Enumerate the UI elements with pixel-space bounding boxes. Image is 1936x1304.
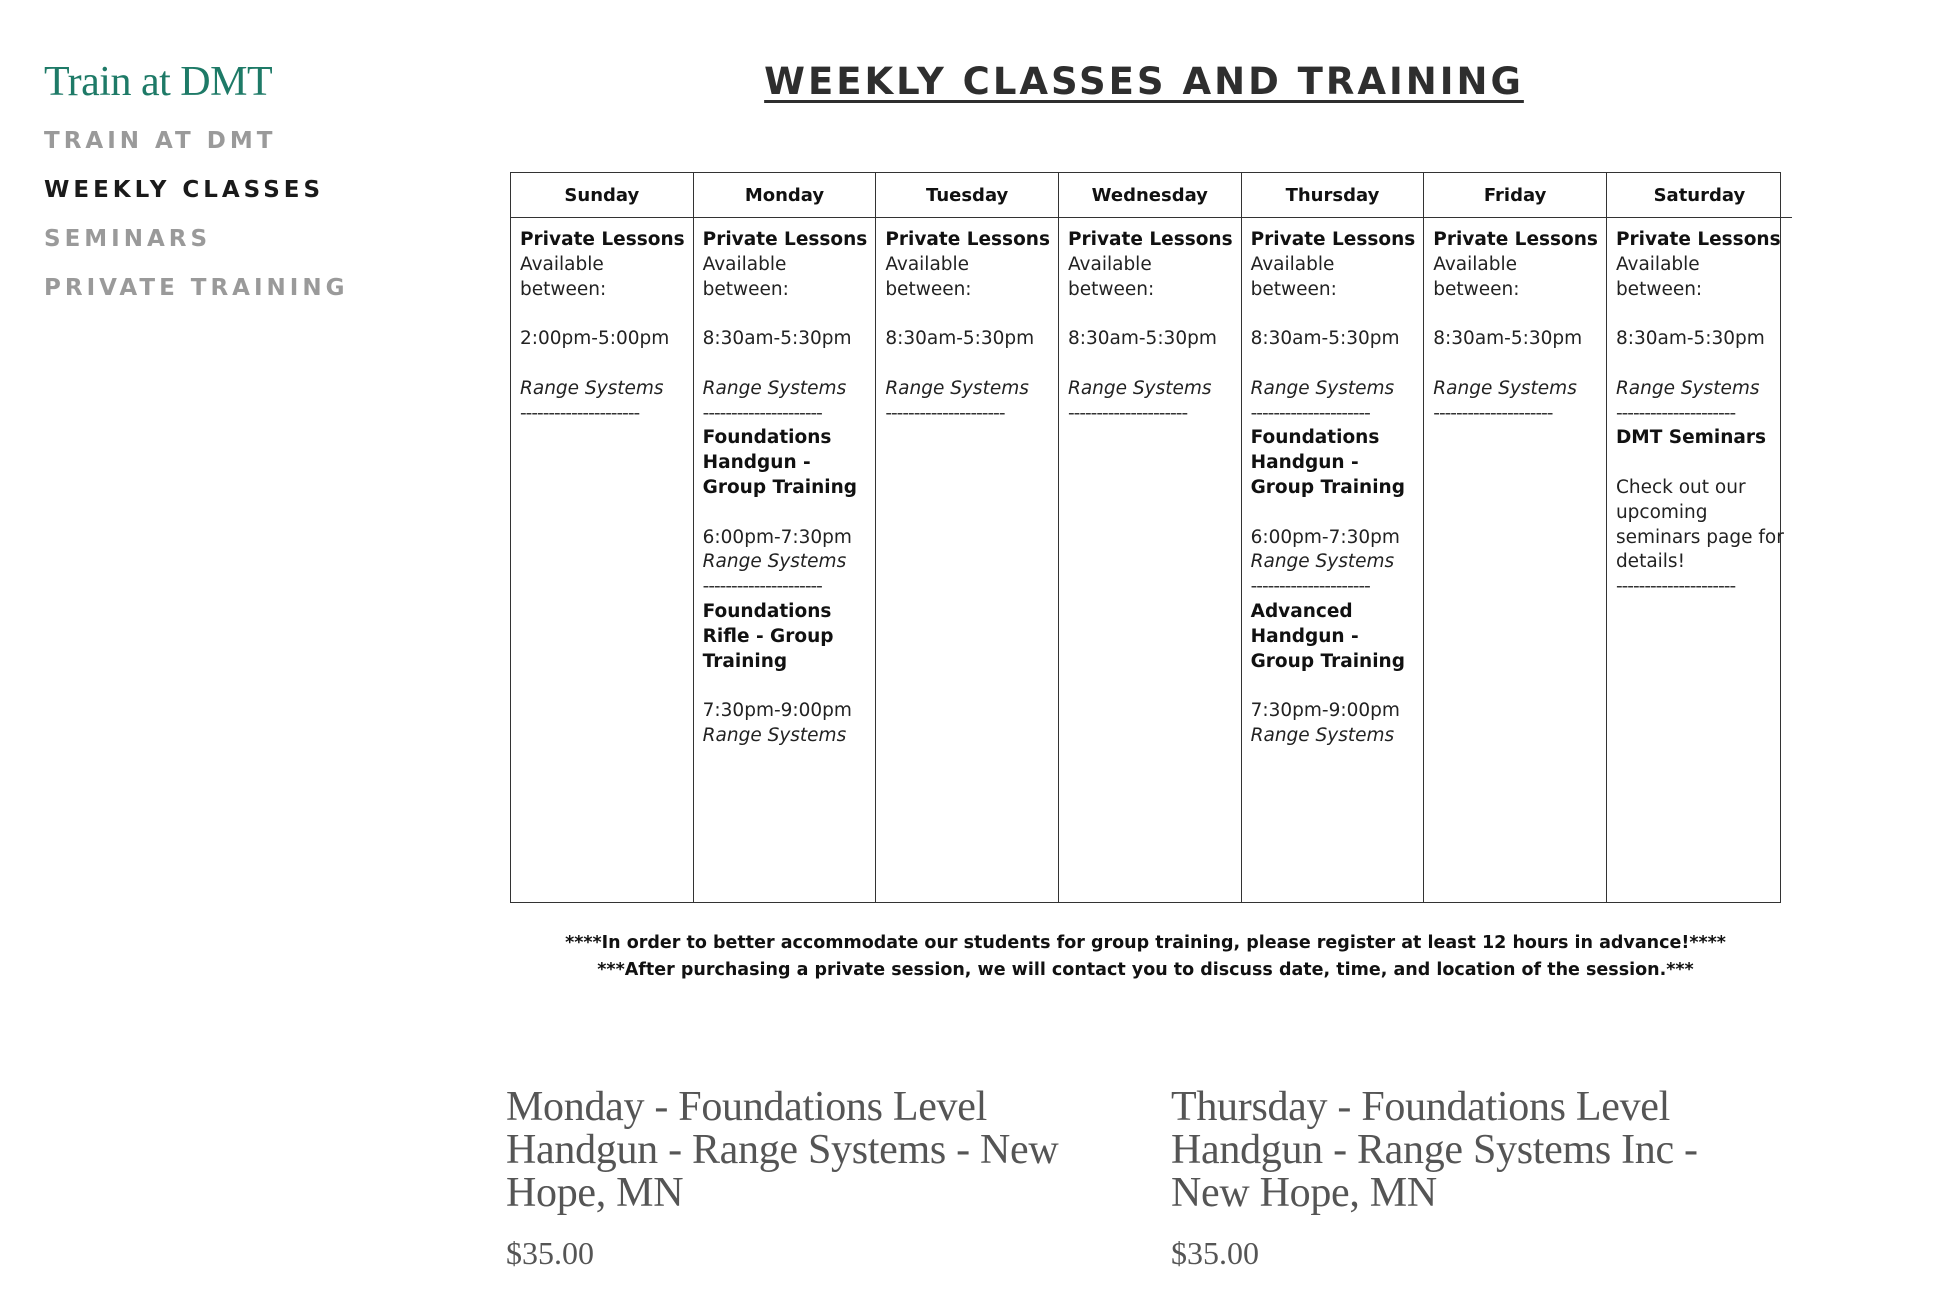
- session-location: Range Systems: [885, 377, 1029, 399]
- note-private-session: ***After purchasing a private session, we will contact you to discuss date, time, and location of the session.***: [597, 960, 1694, 980]
- divider: ---------------------: [702, 402, 822, 424]
- session-title: Foundations: [702, 427, 832, 449]
- product-card[interactable]: [1171, 1086, 1771, 1271]
- divider: ---------------------: [885, 402, 1005, 424]
- spacer: [703, 674, 868, 699]
- session-title: Group Training: [702, 476, 857, 498]
- session-text: Available: [885, 253, 970, 275]
- sidebar-item-weekly-classes[interactable]: WEEKLY CLASSES: [44, 177, 325, 203]
- day-schedule: [1242, 218, 1424, 749]
- spacer: [1068, 352, 1233, 377]
- session-text: between:: [520, 278, 607, 300]
- product-title[interactable]: Monday - Foundations Level Handgun - Range Systems - New Hope, MN: [506, 1084, 1059, 1216]
- sidebar-item-train-at-dmt[interactable]: TRAIN AT DMT: [44, 128, 277, 154]
- session-title: Handgun -: [1250, 625, 1359, 647]
- session-title: Rifle - Group: [702, 625, 834, 647]
- day-schedule: [1607, 218, 1792, 600]
- session-title: Training: [702, 650, 788, 672]
- session-text: between:: [702, 278, 789, 300]
- session-text: 8:30am-5:30pm: [702, 328, 852, 350]
- product-price: $35.00: [506, 1235, 594, 1271]
- day-column-tuesday: [876, 173, 1059, 902]
- spacer: [1616, 302, 1784, 327]
- spacer: [703, 302, 868, 327]
- session-title: Advanced: [1250, 600, 1353, 622]
- page-title: WEEKLY CLASSES AND TRAINING: [764, 60, 1524, 103]
- session-location: Range Systems: [1250, 377, 1395, 399]
- sidebar-title[interactable]: Train at DMT: [44, 59, 273, 105]
- session-text: Available: [1615, 253, 1700, 275]
- day-schedule: [511, 218, 693, 426]
- product-price: $35.00: [1171, 1235, 1259, 1271]
- session-text: Available: [702, 253, 787, 275]
- spacer: [1251, 501, 1416, 526]
- spacer: [520, 302, 685, 327]
- session-title: Private Lessons: [1250, 229, 1416, 250]
- session-text: Available: [1067, 253, 1152, 275]
- spacer: [1433, 302, 1598, 327]
- session-location: Range Systems: [1615, 377, 1760, 399]
- divider: ---------------------: [1250, 576, 1370, 598]
- session-title: Foundations: [702, 600, 832, 622]
- session-text: 8:30am-5:30pm: [1067, 328, 1217, 350]
- session-text: Available: [520, 253, 604, 275]
- session-title: Private Lessons: [520, 229, 685, 250]
- spacer: [1251, 302, 1416, 327]
- day-header: Saturday: [1607, 173, 1792, 218]
- product-card[interactable]: [506, 1086, 1106, 1271]
- session-location: Range Systems: [702, 551, 847, 573]
- session-location: Range Systems: [1067, 377, 1212, 399]
- session-text: 7:30pm-9:00pm: [1250, 700, 1400, 722]
- day-header: Monday: [694, 173, 876, 218]
- session-text: details!: [1615, 551, 1685, 573]
- session-title: Handgun -: [702, 452, 811, 474]
- spacer: [885, 302, 1050, 327]
- session-location: Range Systems: [1250, 724, 1395, 746]
- day-schedule: [694, 218, 876, 749]
- session-text: between:: [885, 278, 972, 300]
- session-text: Available: [1433, 253, 1518, 275]
- session-text: 8:30am-5:30pm: [1433, 328, 1583, 350]
- day-column-thursday: [1242, 173, 1425, 902]
- weekly-schedule-table: [510, 172, 1784, 903]
- note-register-advance: ****In order to better accommodate our students for group training, please register at least 12 hours in advance!****: [565, 933, 1726, 953]
- spacer: [1616, 352, 1784, 377]
- session-text: 6:00pm-7:30pm: [1250, 526, 1400, 548]
- day-column-sunday: [511, 173, 694, 902]
- session-text: between:: [1615, 278, 1703, 300]
- session-location: Range Systems: [1250, 551, 1395, 573]
- sidebar-item-seminars[interactable]: SEMINARS: [44, 226, 212, 252]
- session-text: 8:30am-5:30pm: [1615, 328, 1765, 350]
- day-header: Tuesday: [876, 173, 1058, 218]
- session-text: 7:30pm-9:00pm: [702, 700, 852, 722]
- session-title: Private Lessons: [885, 229, 1050, 250]
- divider: ---------------------: [1250, 402, 1370, 424]
- spacer: [885, 352, 1050, 377]
- session-text: between:: [1433, 278, 1520, 300]
- divider: ---------------------: [1615, 402, 1736, 424]
- product-title[interactable]: Thursday - Foundations Level Handgun - Range Systems Inc - New Hope, MN: [1171, 1084, 1698, 1216]
- session-location: Range Systems: [702, 724, 847, 746]
- day-header: Sunday: [511, 173, 693, 218]
- spacer: [1433, 352, 1598, 377]
- session-text: Check out our: [1615, 476, 1746, 498]
- session-text: 2:00pm-5:00pm: [520, 328, 670, 350]
- divider: ---------------------: [1615, 576, 1736, 598]
- session-location: Range Systems: [1433, 377, 1577, 399]
- session-title: DMT Seminars: [1615, 427, 1767, 449]
- session-title: Private Lessons: [1067, 229, 1233, 250]
- day-header: Thursday: [1242, 173, 1424, 218]
- schedule-notes: [510, 930, 1781, 984]
- session-text: seminars page for: [1615, 526, 1784, 548]
- session-text: 8:30am-5:30pm: [885, 328, 1035, 350]
- day-column-monday: [694, 173, 877, 902]
- day-header: Friday: [1424, 173, 1606, 218]
- session-text: Available: [1250, 253, 1335, 275]
- session-location: Range Systems: [520, 377, 664, 399]
- day-column-saturday: [1607, 173, 1792, 902]
- divider: ---------------------: [702, 576, 822, 598]
- day-schedule: [1424, 218, 1606, 426]
- day-header: Wednesday: [1059, 173, 1241, 218]
- sidebar-item-private-training[interactable]: PRIVATE TRAINING: [44, 275, 349, 301]
- session-title: Group Training: [1250, 650, 1405, 672]
- session-location: Range Systems: [702, 377, 847, 399]
- sidebar: [44, 58, 364, 324]
- day-column-friday: [1424, 173, 1607, 902]
- session-text: between:: [1067, 278, 1155, 300]
- spacer: [1251, 352, 1416, 377]
- day-schedule: [1059, 218, 1241, 426]
- session-title: Private Lessons: [1433, 229, 1598, 250]
- spacer: [703, 501, 868, 526]
- day-schedule: [876, 218, 1058, 426]
- session-title: Private Lessons: [1615, 229, 1781, 250]
- session-text: between:: [1250, 278, 1337, 300]
- session-title: Private Lessons: [702, 229, 868, 250]
- session-text: upcoming: [1615, 501, 1708, 523]
- divider: ---------------------: [520, 402, 640, 424]
- spacer: [1068, 302, 1233, 327]
- session-title: Handgun -: [1250, 452, 1359, 474]
- day-column-wednesday: [1059, 173, 1242, 902]
- spacer: [1616, 451, 1784, 476]
- spacer: [1251, 674, 1416, 699]
- session-text: 6:00pm-7:30pm: [702, 526, 852, 548]
- session-text: 8:30am-5:30pm: [1250, 328, 1400, 350]
- session-title: Group Training: [1250, 476, 1405, 498]
- divider: ---------------------: [1433, 402, 1553, 424]
- spacer: [520, 352, 685, 377]
- spacer: [703, 352, 868, 377]
- session-title: Foundations: [1250, 427, 1380, 449]
- divider: ---------------------: [1067, 402, 1188, 424]
